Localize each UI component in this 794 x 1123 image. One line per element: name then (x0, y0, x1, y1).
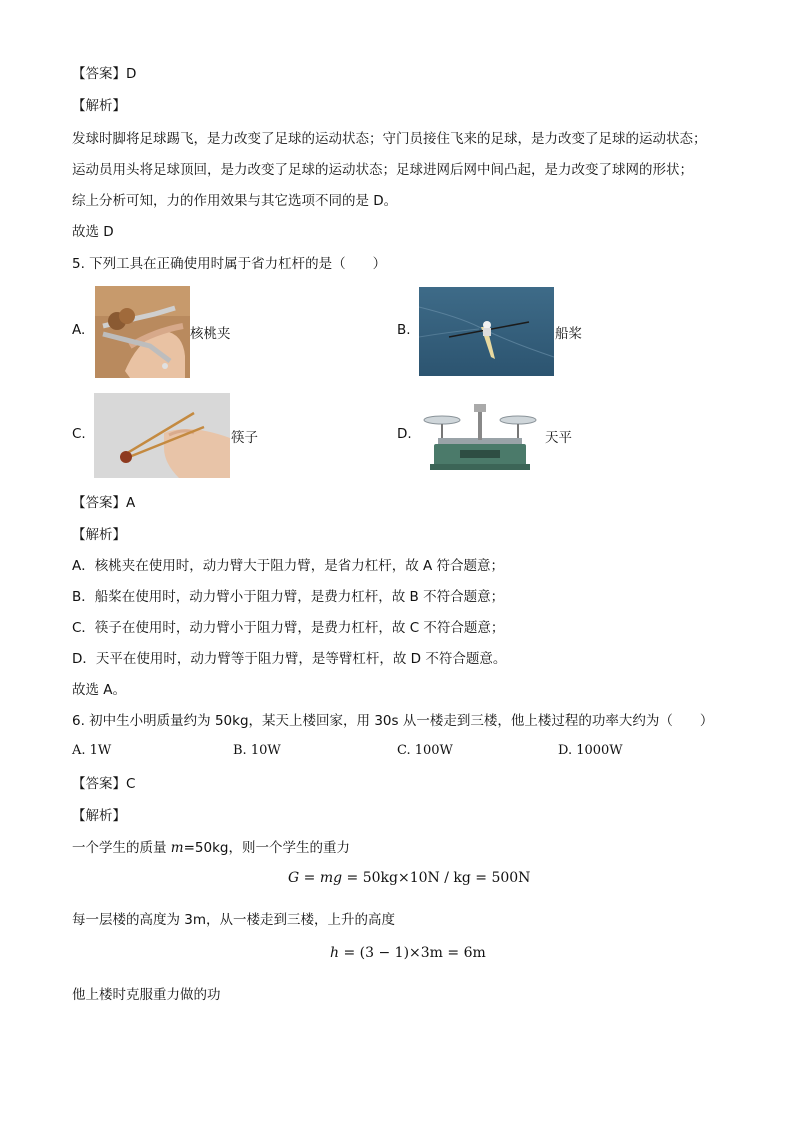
analysis-heading: 【解析】 (72, 808, 126, 824)
analysis-line: 发球时脚将足球踢飞，是力改变了足球的运动状态；守门员接住飞来的足球，是力改变了足球的运动状态； (72, 131, 707, 147)
choice-a: A. 1W (72, 743, 112, 758)
equation-text: = 50kg×10N / kg = 500N (342, 870, 531, 886)
choice-b: B. 10W (233, 743, 281, 758)
answer-label: 【答案】A (72, 495, 136, 511)
variable-m: m (170, 840, 184, 856)
option-d-letter: D. (397, 426, 412, 442)
equation-text: = (299, 870, 320, 886)
analysis-line: D．天平在使用时，动力臂等于阻力臂，是等臂杠杆，故 D 不符合题意。 (72, 651, 507, 667)
conclusion-line: 故选 A。 (72, 682, 127, 698)
option-c-letter: C. (72, 426, 86, 442)
balance-scale-photo-icon (420, 400, 540, 472)
analysis-line: 综上分析可知，力的作用效果与其它选项不同的是 D。 (72, 193, 398, 209)
question-stem: 5. 下列工具在正确使用时属于省力杠杆的是（ ） (72, 256, 387, 272)
option-b-letter: B. (397, 322, 411, 338)
variable-g: G (288, 870, 300, 886)
conclusion-line: 故选 D (72, 224, 114, 240)
equation-height (330, 945, 486, 961)
option-d-name: 天平 (545, 430, 572, 446)
analysis-line: C．筷子在使用时，动力臂小于阻力臂，是费力杠杆，故 C 不符合题意； (72, 620, 505, 636)
answer-label: 【答案】D (72, 66, 137, 82)
analysis-line (72, 838, 350, 858)
option-a-name: 核桃夹 (190, 326, 231, 342)
analysis-line: 他上楼时克服重力做的功 (72, 987, 221, 1003)
rowing-boat-photo-icon (419, 287, 554, 376)
question-stem: 6. 初中生小明质量约为 50kg，某天上楼回家，用 30s 从一楼走到三楼，他上楼过程的功率大约为（ ） (72, 713, 714, 729)
analysis-heading: 【解析】 (72, 98, 126, 114)
analysis-heading: 【解析】 (72, 527, 126, 543)
variable-h: h (330, 945, 340, 961)
choice-c: C. 100W (397, 743, 453, 758)
equation-text: = (3 − 1)×3m = 6m (339, 945, 486, 961)
choice-d: D. 1000W (558, 743, 623, 758)
analysis-text: 一个学生的质量 (72, 840, 171, 856)
analysis-line: B．船桨在使用时，动力臂小于阻力臂，是费力杠杆，故 B 不符合题意； (72, 589, 505, 605)
analysis-line: 每一层楼的高度为 3m，从一楼走到三楼，上升的高度 (72, 912, 396, 928)
option-b-name: 船桨 (555, 326, 582, 342)
variable-mg: mg (319, 870, 343, 886)
equation-weight (288, 870, 530, 886)
chopsticks-photo-icon (94, 393, 230, 478)
answer-label: 【答案】C (72, 776, 136, 792)
option-a-letter: A. (72, 322, 86, 338)
option-c-name: 筷子 (231, 430, 258, 446)
analysis-text: =50kg，则一个学生的重力 (183, 840, 350, 856)
analysis-line: A．核桃夹在使用时，动力臂大于阻力臂，是省力杠杆，故 A 符合题意； (72, 558, 505, 574)
nutcracker-photo-icon (95, 286, 190, 378)
analysis-line: 运动员用头将足球顶回，是力改变了足球的运动状态；足球进网后网中间凸起，是力改变了球网的形状； (72, 162, 693, 178)
